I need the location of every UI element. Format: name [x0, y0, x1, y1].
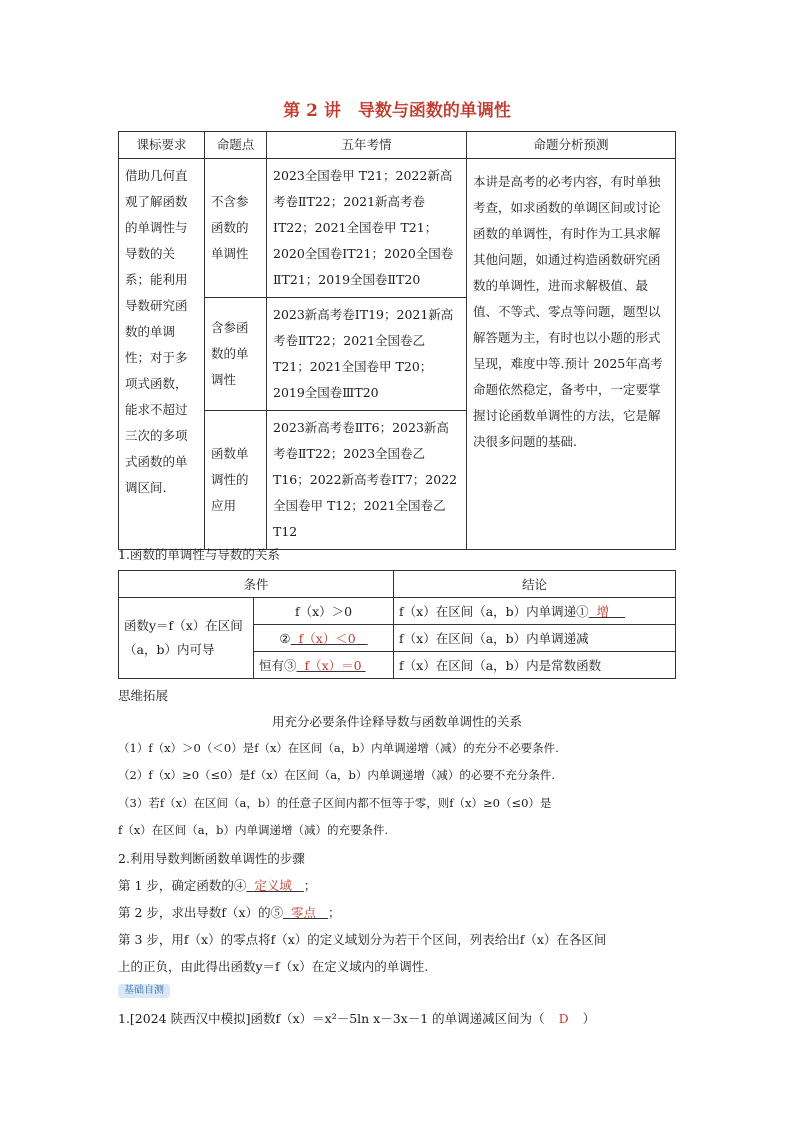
page-title: 第 2 讲 导数与函数的单调性 [283, 101, 511, 121]
point-cell: 函数单调性的应用 [205, 411, 267, 550]
header-exams: 五年考情 [267, 132, 467, 159]
conclusion-text: f（x）在区间（a，b）内单调递减 [394, 625, 676, 652]
header-condition: 条件 [119, 571, 394, 598]
condition-cell [254, 652, 394, 679]
expand-label: 思维拓展 [118, 688, 169, 703]
step3-line: 第 3 步，用f（x）的零点将f（x）的定义域划分为若干个区间，列表给出f（x）在各区间 [118, 932, 607, 947]
answer-blank [283, 905, 328, 920]
answer-text: f（x）＜0 [298, 631, 356, 646]
condition-text: f（x）＞0 [294, 604, 353, 619]
badge: 基础自测 [118, 984, 170, 998]
condition-prefix: 恒有③ [259, 658, 297, 673]
expand-item: （2）f（x）≥0（≤0）是f（x）在区间（a，b）内单调递增（减）的必要不充分条件. [118, 768, 556, 782]
requirement-cell: 借助几何直观了解函数的单调性与导数的关系；能利用导数研究函数的单调性；对于多项式函数，能求不超过三次的多项式函数的单调区间. [119, 159, 205, 550]
section1-heading: 1.函数的单调性与导数的关系 [118, 547, 280, 562]
question-text: 1.[2024 陕西汉中模拟]函数f（x）＝x²－5ln x－3x－1 的单调递减区间为（ [118, 1011, 545, 1026]
answer-blank [246, 878, 303, 893]
exams-cell: 2023新高考卷ⅠT19；2021新高考卷ⅡT22；2021全国卷乙T21；2021全国卷甲 T20；2019全国卷ⅢT20 [267, 298, 467, 411]
question-line [118, 1009, 595, 1027]
answer-text: 零点 [291, 905, 317, 920]
conclusion-text: f（x）在区间（a，b）内单调递① [399, 604, 589, 619]
conclusion-cell [394, 598, 676, 625]
premise-cell: 函数y＝f（x）在区间（a，b）内可导 [119, 598, 254, 679]
step1-text: 第 1 步，确定函数的④ [118, 878, 247, 893]
answer-text: 定义域 [254, 878, 292, 893]
header-analysis: 命题分析预测 [467, 132, 676, 159]
header-requirement: 课标要求 [119, 132, 205, 159]
expand-subtitle: 用充分必要条件诠释导数与函数单调性的关系 [271, 714, 522, 729]
analysis-cell: 本讲是高考的必考内容，有时单独考查，如求函数的单调区间或讨论函数的单调性，有时作为工具求解其他问题，如通过构造函数研究函数的单调性，进而求解极值、最值、不等式、零点等问题，题型以解答题为主，有时也以小题的形式呈现，难度中等.预计 2025年高考命题依然稳定，备考中，一定要掌握讨论函数单调性的方法，它是解决很多问题的基础. [467, 159, 676, 550]
section2-heading: 2.利用导数判断函数单调性的步骤 [118, 851, 305, 866]
condition-cell [254, 625, 394, 652]
step1-line [118, 876, 316, 894]
answer-text: 增 [596, 604, 610, 619]
exams-cell: 2023全国卷甲 T21；2022新高考卷ⅡT22；2021新高考卷ⅠT22；2021全国卷甲 T21；2020全国卷ⅠT21；2020全国卷ⅡT21；2019全国卷ⅡT20 [267, 159, 467, 298]
answer-text: f（x）＝0 [304, 658, 362, 673]
monotonicity-table [118, 570, 676, 679]
step2-text: 第 2 步，求出导数f（x）的⑤ [118, 905, 284, 920]
condition-cell [254, 598, 394, 625]
question-answer: D [558, 1011, 569, 1026]
point-cell: 不含参函数的单调性 [205, 159, 267, 298]
header-point: 命题点 [205, 132, 267, 159]
step1-suffix: ； [303, 878, 317, 893]
answer-blank [297, 658, 366, 673]
expand-item: f（x）在区间（a，b）内单调递增（减）的充要条件. [118, 823, 389, 837]
conclusion-text: f（x）在区间（a，b）内是常数函数 [394, 652, 676, 679]
expand-item: （1）f（x）＞0（＜0）是f（x）在区间（a，b）内单调递增（减）的充分不必要条件. [118, 741, 559, 755]
exams-cell: 2023新高考卷ⅡT6；2023新高考卷ⅡT22；2023全国卷乙T16；2022新高考卷ⅠT7；2022全国卷甲 T12；2021全国卷乙 T12 [267, 411, 467, 550]
step2-line [118, 903, 340, 921]
step2-suffix: ； [327, 905, 341, 920]
syllabus-table [118, 131, 676, 550]
answer-blank [589, 604, 625, 619]
question-close: ） [582, 1011, 596, 1026]
point-cell: 含参函数的单调性 [205, 298, 267, 411]
condition-prefix: ② [279, 631, 291, 646]
header-conclusion: 结论 [394, 571, 676, 598]
expand-item: （3）若f（x）在区间（a，b）的任意子区间内都不恒等于零，则f（x）≥0（≤0）是 [118, 796, 552, 810]
answer-blank [291, 631, 368, 646]
step3-line: 上的正负，由此得出函数y＝f（x）在定义域内的单调性. [118, 959, 429, 974]
